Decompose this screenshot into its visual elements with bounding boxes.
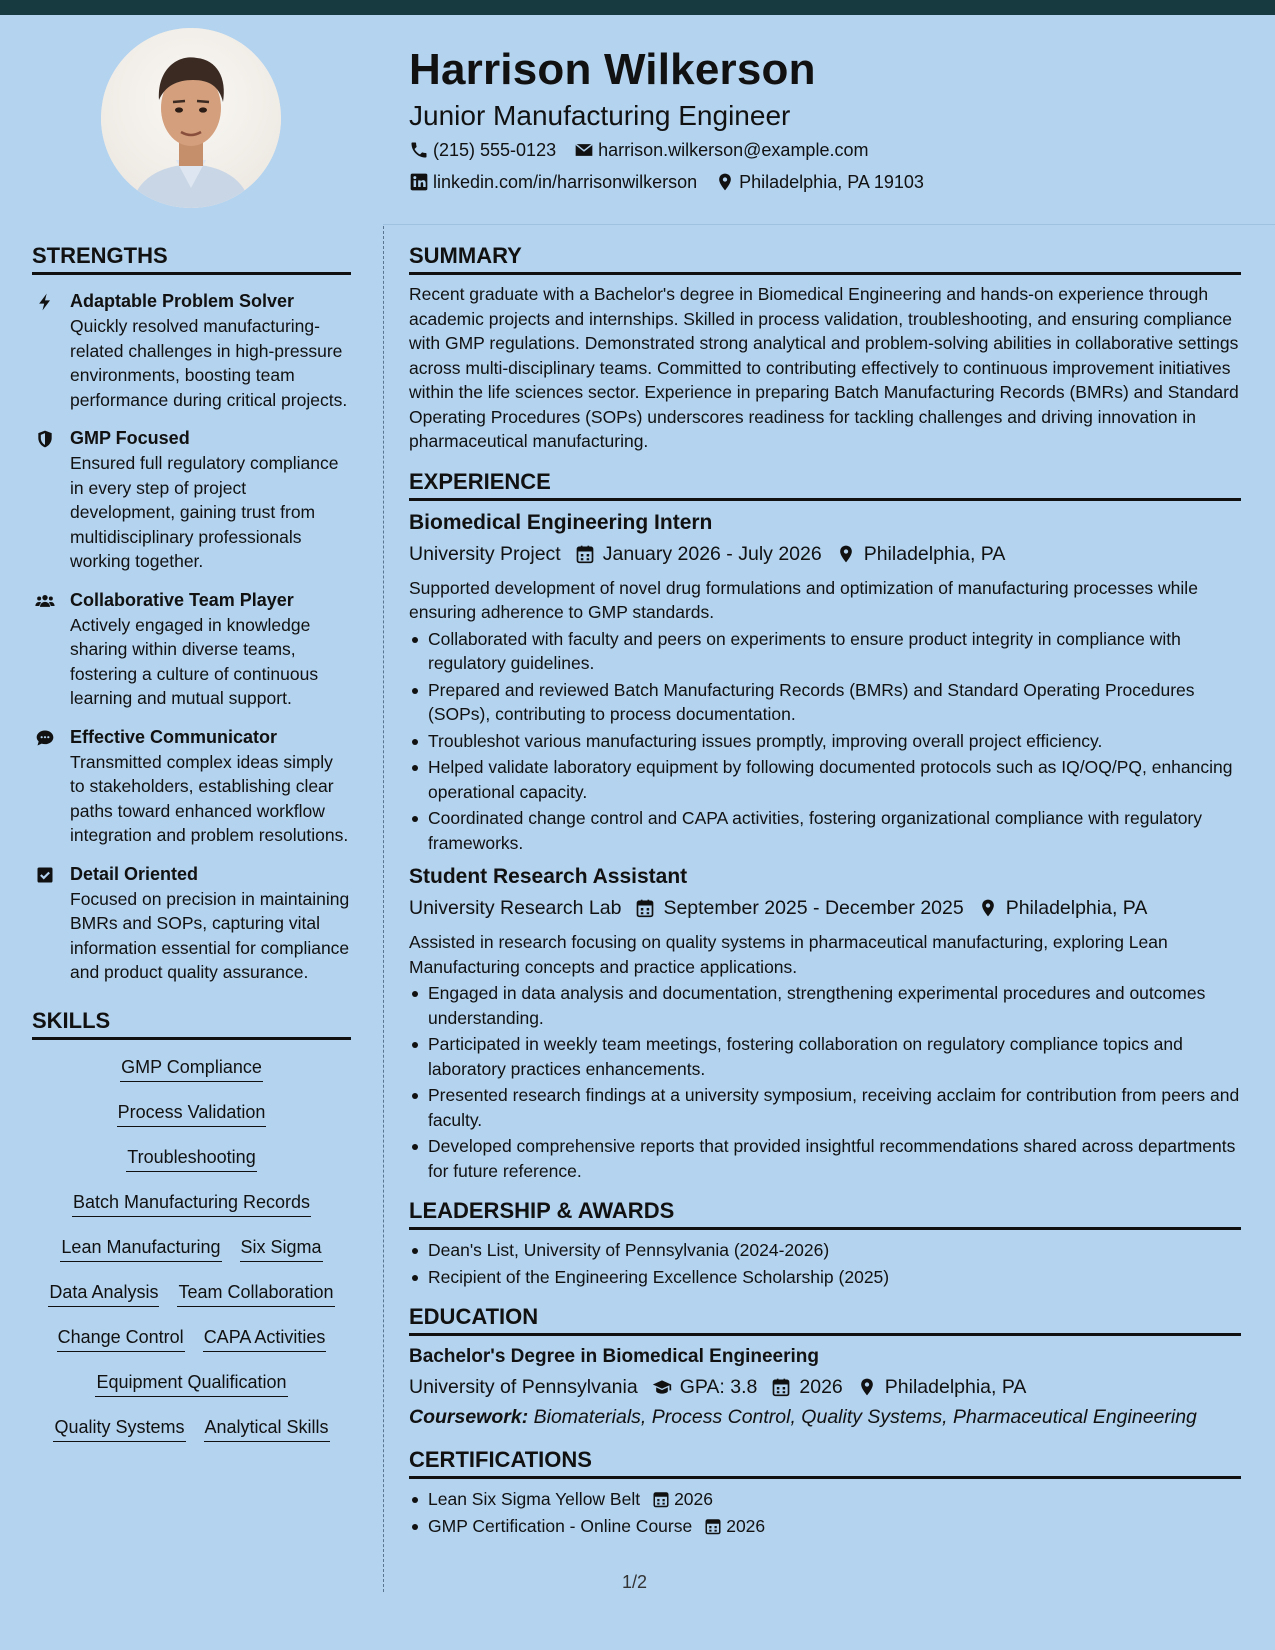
summary-text: Recent graduate with a Bachelor's degree in Biomedical Engineering and hands-on experience through academic projects and internships. Skilled in process validation, troubleshooting, and ensuring compliance with GMP regulations. Demonstrated strong analytical and problem-solving abilities in collaborative settings across multi-disciplinary teams. Committed to contributing effectively to continuous improvement initiatives within the life sciences sector. Experience in preparing Batch Manufacturing Records (BMRs) and Standard Operating Procedures (SOPs) underscores readiness for tackling challenges and driving innovation in pharmaceutical manufacturing. (409, 284, 1239, 451)
cert-name: GMP Certification - Online Course (428, 1515, 693, 1536)
list-item (409, 1487, 1241, 1512)
list-item (409, 1514, 1241, 1539)
strength-title: Effective Communicator (70, 726, 278, 747)
strength-item (32, 862, 351, 985)
skill-tag: Analytical Skills (204, 1414, 330, 1442)
profile-photo (101, 28, 281, 208)
left-column (32, 242, 351, 1459)
strength-desc: Transmitted complex ideas simply to stakeholders, establishing clear paths toward enhanced workflow integration and problem resolutions. (70, 751, 349, 845)
awards-list (409, 1238, 1241, 1289)
list-item: Troubleshot various manufacturing issues promptly, improving overall project efficiency. (409, 729, 1241, 754)
contact-linkedin[interactable] (409, 166, 697, 198)
candidate-title: Junior Manufacturing Engineer (409, 100, 791, 131)
strength-desc: Quickly resolved manufacturing-related challenges in high-pressure environments, boosting team performance during critical projects. (70, 316, 348, 410)
cert-year: 2026 (674, 1489, 714, 1509)
education-location: Philadelphia, PA (884, 1376, 1027, 1398)
strength-title: Collaborative Team Player (70, 589, 294, 610)
strength-title: GMP Focused (70, 428, 190, 448)
summary-heading: SUMMARY (409, 242, 1241, 275)
job-title: Biomedical Engineering Intern (409, 510, 713, 534)
shield-icon (35, 429, 55, 449)
skill-tag: GMP Compliance (120, 1054, 263, 1082)
cert-name: Lean Six Sigma Yellow Belt (428, 1489, 641, 1509)
job-description: Assisted in research focusing on quality systems in pharmaceutical manufacturing, exploring Lean Manufacturing concepts and practice applications. (409, 932, 1168, 977)
strength-desc: Actively engaged in knowledge sharing within diverse teams, fostering a culture of continuous learning and mutual support. (70, 614, 319, 708)
resume-header (409, 42, 1249, 198)
map-pin-icon (836, 544, 856, 564)
right-column (409, 242, 1241, 1540)
skill-tag: Change Control (57, 1324, 185, 1352)
job-location: Philadelphia, PA (1005, 897, 1148, 919)
strength-item (32, 426, 351, 574)
graduation-year: 2026 (799, 1376, 843, 1398)
skill-tag: Team Collaboration (177, 1279, 334, 1307)
skill-tag: Quality Systems (53, 1414, 185, 1442)
contact-location (715, 166, 924, 198)
list-item: Coordinated change control and CAPA activities, fostering organizational compliance with regulatory frameworks. (409, 806, 1241, 855)
calendar-icon (771, 1377, 791, 1397)
job-org: University Project (409, 542, 561, 565)
email-text: harrison.wilkerson@example.com (598, 140, 869, 160)
top-bar (0, 0, 1275, 15)
skill-tag: Data Analysis (48, 1279, 159, 1307)
graduation-cap-icon (652, 1377, 672, 1397)
contact-email[interactable] (574, 134, 868, 166)
list-item: Participated in weekly team meetings, fostering collaboration on regulatory compliance topics and laboratory practices enhancements. (409, 1032, 1241, 1081)
job-bullets (409, 981, 1241, 1183)
job-dates: January 2026 - July 2026 (602, 542, 822, 565)
calendar-icon (575, 544, 595, 564)
strength-item (32, 588, 351, 711)
experience-heading: EXPERIENCE (409, 468, 1241, 501)
education-heading: EDUCATION (409, 1303, 1241, 1336)
page-number: 1/2 (622, 1572, 648, 1592)
skill-tag: Equipment Qualification (95, 1369, 287, 1397)
linkedin-text: linkedin.com/in/harrisonwilkerson (433, 172, 698, 192)
strength-title: Adaptable Problem Solver (70, 291, 295, 311)
job-dates: September 2025 - December 2025 (663, 897, 964, 919)
job-description: Supported development of novel drug formulations and optimization of manufacturing processes while ensuring adherence to GMP standards. (409, 577, 1198, 622)
header-divider (383, 224, 1275, 225)
map-pin-icon (857, 1377, 877, 1397)
list-item: Presented research findings at a university symposium, receiving acclaim for contribution from peers and faculty. (409, 1083, 1241, 1132)
strength-desc: Focused on precision in maintaining BMRs and SOPs, capturing vital information essential for compliance and product quality assurance. (70, 888, 350, 982)
list-item: Prepared and reviewed Batch Manufacturing Records (BMRs) and Standard Operating Procedures (SOPs), contributing to process documentation. (409, 678, 1241, 727)
job-bullets (409, 627, 1241, 856)
strength-item (32, 725, 351, 848)
skill-tag: Lean Manufacturing (60, 1234, 221, 1262)
list-item: Engaged in data analysis and documentation, strengthening experimental procedures and outcomes understanding. (409, 981, 1241, 1030)
calendar-icon (704, 1517, 722, 1535)
awards-heading: LEADERSHIP & AWARDS (409, 1197, 1241, 1230)
phone-icon (409, 140, 429, 160)
strength-title: Detail Oriented (70, 863, 199, 884)
list-item: Collaborated with faculty and peers on experiments to ensure product integrity in compliance with regulatory guidelines. (409, 627, 1241, 676)
coursework (409, 1402, 1241, 1432)
list-item: Developed comprehensive reports that provided insightful recommendations shared across departments for future reference. (409, 1134, 1241, 1183)
strengths-heading: STRENGTHS (32, 242, 351, 275)
checkbox-icon (35, 865, 55, 885)
list-item: Dean's List, University of Pennsylvania (2024-2026) (409, 1238, 1241, 1263)
comment-icon (35, 728, 55, 748)
calendar-icon (652, 1490, 670, 1508)
school-name: University of Pennsylvania (409, 1376, 638, 1398)
strength-item (32, 289, 351, 412)
bolt-icon (35, 292, 55, 312)
users-icon (35, 591, 55, 611)
contact-row-2 (409, 166, 1249, 198)
skill-tag: Process Validation (117, 1099, 267, 1127)
map-pin-icon (715, 172, 735, 192)
skill-tag: Batch Manufacturing Records (72, 1189, 311, 1217)
envelope-icon (574, 140, 594, 160)
location-text: Philadelphia, PA 19103 (739, 172, 924, 192)
map-pin-icon (978, 898, 998, 918)
job-entry (409, 509, 1241, 856)
skills-heading: SKILLS (32, 1007, 351, 1040)
skill-tag: Troubleshooting (126, 1144, 256, 1172)
candidate-name: Harrison Wilkerson (409, 45, 816, 94)
list-item: Helped validate laboratory equipment by following documented protocols such as IQ/OQ/PQ, enhancing operational capacity. (409, 755, 1241, 804)
coursework-text: Biomaterials, Process Control, Quality Systems, Pharmaceutical Engineering (533, 1406, 1197, 1428)
calendar-icon (635, 898, 655, 918)
education-meta (409, 1372, 1241, 1402)
contact-phone[interactable] (409, 134, 556, 166)
job-org: University Research Lab (409, 897, 622, 919)
job-location: Philadelphia, PA (863, 542, 1006, 565)
skills-list (32, 1054, 351, 1459)
job-title: Student Research Assistant (409, 865, 688, 888)
list-item: Recipient of the Engineering Excellence Scholarship (2025) (409, 1265, 1241, 1290)
phone-text: (215) 555-0123 (433, 140, 557, 160)
gpa: GPA: 3.8 (679, 1376, 758, 1398)
job-meta (409, 539, 1241, 569)
portrait-image (101, 28, 281, 208)
certifications-heading: CERTIFICATIONS (409, 1446, 1241, 1479)
degree-title: Bachelor's Degree in Biomedical Engineering (409, 1346, 819, 1367)
job-meta (409, 893, 1241, 923)
skill-tag: CAPA Activities (203, 1324, 327, 1352)
column-divider (383, 226, 384, 1592)
coursework-label: Coursework: (409, 1406, 529, 1428)
skill-tag: Six Sigma (240, 1234, 323, 1262)
cert-year: 2026 (726, 1515, 766, 1536)
certifications-list (409, 1487, 1241, 1538)
job-entry (409, 863, 1241, 1183)
contact-row-1 (409, 134, 1249, 166)
strength-desc: Ensured full regulatory compliance in every step of project development, gaining trust from multidisciplinary professionals working together. (70, 453, 339, 571)
linkedin-icon (409, 172, 429, 192)
